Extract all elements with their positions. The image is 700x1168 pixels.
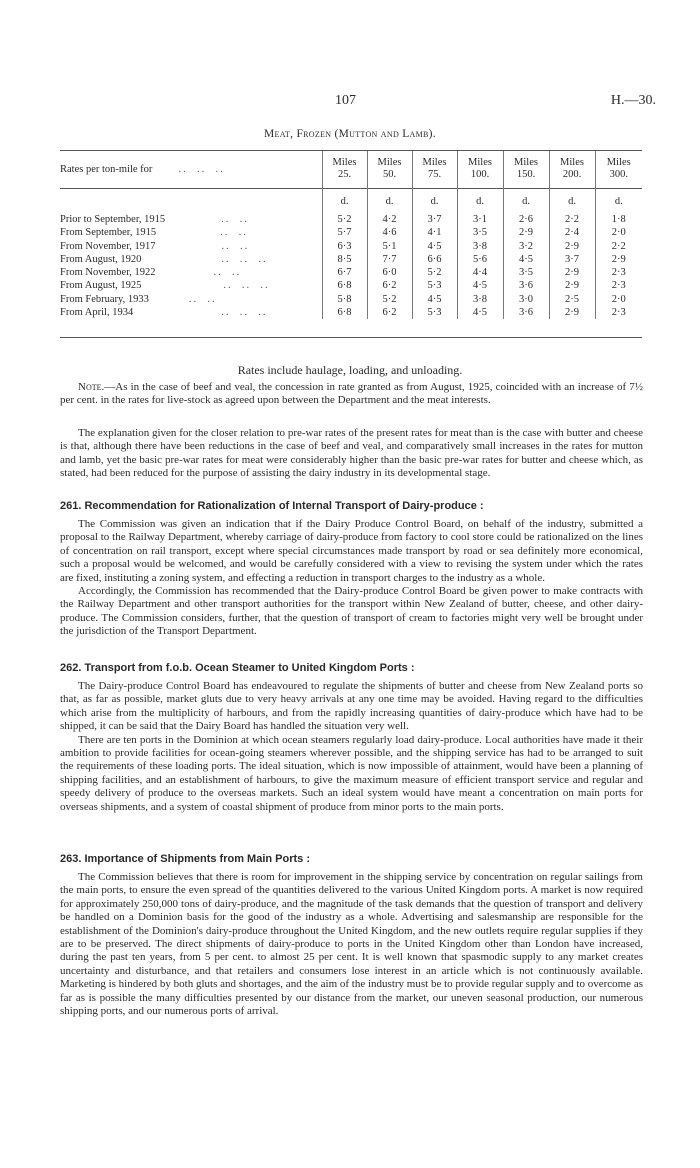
leader-dots: .. .. ..: [221, 307, 268, 319]
section-heading-261: 261. Recommendation for Rationalization of Internal Transport of Dairy-produce :: [60, 500, 484, 512]
table-title: Meat, Frozen (Mutton and Lamb).: [264, 128, 436, 140]
leader-dots: .. ..: [220, 227, 248, 239]
rate-cell: 4·5: [503, 253, 549, 266]
rate-cell: 2·5: [549, 293, 595, 306]
rate-cell: 2·9: [549, 279, 595, 292]
rate-cell: 8·5: [322, 253, 367, 266]
table-row: [60, 293, 642, 306]
rate-cell: 3·8: [457, 293, 503, 306]
section-body-261: [60, 518, 643, 639]
document-reference: H.—30.: [610, 93, 656, 108]
rate-cell: 4·4: [457, 266, 503, 279]
row-label: From September, 1915 .. ..: [60, 227, 248, 239]
rate-cell: 4·2: [367, 213, 412, 226]
leader-dots: .. ..: [213, 267, 242, 279]
rate-cell: 5·7: [322, 226, 367, 239]
unit-label: d.: [457, 187, 503, 207]
column-header: Miles 25.: [322, 151, 367, 187]
rate-cell: 4·5: [412, 293, 457, 306]
rate-cell: 6·0: [367, 266, 412, 279]
rate-cell: 3·5: [503, 266, 549, 279]
row-label-header: Rates per ton-mile for .. .. ..: [60, 163, 225, 175]
rate-cell: 6·7: [322, 266, 367, 279]
rate-cell: 6·8: [322, 279, 367, 292]
table-row: [60, 226, 642, 239]
rate-cell: 4·1: [412, 226, 457, 239]
table-row: [60, 253, 642, 266]
rate-cell: 4·5: [412, 240, 457, 253]
rate-cell: 4·5: [457, 306, 503, 319]
rate-cell: 5·1: [367, 240, 412, 253]
table-column-header-row: [60, 151, 642, 187]
unit-label: d.: [595, 187, 642, 207]
unit-label: d.: [549, 187, 595, 207]
column-header: Miles 200.: [549, 151, 595, 187]
leader-dots: .. ..: [221, 214, 249, 225]
row-label: From August, 1920 .. .. ..: [60, 253, 268, 265]
column-header: Miles 150.: [503, 151, 549, 187]
rate-cell: 2·0: [595, 293, 642, 306]
unit-label: d.: [367, 187, 412, 207]
paragraph: The Commission was given an indication that if the Dairy Produce Control Board, on behalf of the industry, submitted a proposal to the Railway Department, whereby carriage of dairy-produce from factory to cool store could be rationalized on the lines of concentration on rail transport, except where special circumstances made transport by road or sea definitely more economical, such a proposal would be welcomed, and would be carefully considered with a view to revising the system under which the rates are fixed, instituting a zoning system, and effecting a reduction in transport charges to the industry as a whole.: [60, 518, 643, 584]
rate-cell: 2·3: [595, 266, 642, 279]
rate-cell: 2·6: [503, 213, 549, 226]
rate-cell: 3·0: [503, 293, 549, 306]
explanation-paragraph: The explanation given for the closer relation to pre-war rates of the present rates for meat than is the case with butter and cheese is that, although there have been reductions in the case of beef and veal, and comparatively small increases in the rates for mutton and lamb, yet the basic pre-war rates for meat were considerably higher than the basic pre-war rates for butter and cheese which, as stated, had been reduced for the purpose of assisting the dairy industry in its developmental stage.: [60, 427, 643, 480]
rate-cell: 2·9: [549, 240, 595, 253]
rate-cell: 2·3: [595, 279, 642, 292]
rate-cell: 6·2: [367, 306, 412, 319]
rate-cell: 3·7: [549, 253, 595, 266]
leader-dots: .. .. ..: [223, 280, 270, 292]
column-header: Miles 300.: [595, 151, 642, 187]
rate-cell: 5·2: [322, 213, 367, 226]
paragraph: The Dairy-produce Control Board has endeavoured to regulate the shipments of butter and cheese from New Zealand ports so that, as far as possible, market gluts due to very heavy arrivals at any one time may be avoided. Having regard to the difficulties which arise from the multiplicity of harbours, and from the rapidly increasing quantities of dairy-produce which have had to be shipped, it can be said that the Dairy Board has handled the situation very well.: [60, 680, 643, 733]
table-caption: Rates include haulage, loading, and unloading.: [237, 363, 463, 377]
rate-cell: 3·6: [503, 306, 549, 319]
row-label: From February, 1933 .. ..: [60, 293, 217, 305]
row-label: From April, 1934 .. .. ..: [60, 307, 268, 319]
section-heading-263: 263. Importance of Shipments from Main Ports :: [60, 853, 310, 865]
rate-cell: 2·4: [549, 226, 595, 239]
table-row: [60, 213, 642, 226]
row-label: Prior to September, 1915 .. ..: [60, 214, 249, 225]
leader-dots: .. ..: [221, 240, 250, 252]
rate-cell: 3·2: [503, 240, 549, 253]
leader-dots: .. .. ..: [221, 253, 268, 265]
section-heading-262: 262. Transport from f.o.b. Ocean Steamer to United Kingdom Ports :: [60, 662, 415, 674]
rate-cell: 2·9: [503, 226, 549, 239]
table-row: [60, 240, 642, 253]
table-row: [60, 306, 642, 319]
paragraph: There are ten ports in the Dominion at which ocean steamers regularly load dairy-produce. Local authorities have made it their ambition to provide facilities for ocean-going steamers wherever possible, and the shipping service has had to be arranged to suit the requirements of these loading ports. The ideal situation, which is now impossible of attainment, would have been a planning of shipping facilities, and an establishment of harbours, to give the maximum measure of efficient transport service and regular and speedy delivery of produce to the overseas markets. Such an ideal system would have meant a concentration on main ports for overseas shipments, and a system of coastal shipment of produce from minor ports to the main ports.: [60, 733, 643, 813]
note-lead: Note.: [78, 381, 105, 393]
table-row: [60, 266, 642, 279]
rate-cell: 7·7: [367, 253, 412, 266]
paragraph: The Commission believes that there is room for improvement in the shipping service by concentration on regular sailings from the main ports, to ensure the even spread of the quantities delivered to the various United Kingdom ports. A market is now required for approximately 250,000 tons of dairy-produce, and the magnitude of the task demands that the question of transport and delivery be handled on a Dominion basis for the good of the industry as a whole. Advertising and salesmanship are responsible for the establishment of the Dominion's dairy-produce throughout the United Kingdom, and the new outlets require regular supplies if they are to be preserved. The direct shipments of dairy-produce to ports in the United Kingdom other than London have increased, during the past ten years, from 5 per cent. to almost 25 per cent. It is well known that spasmodic supply to any market creates uncertainty and disturbance, and that retailers and consumers lose interest in an article which is not continuously available. Marketing is hindered by both gluts and shortages, and the aim of the industry must be to provide regular supply and to overcome as far as is possible the many difficulties presented by our distance from the market, our uneven seasonal production, our numerous shipping ports, and our numerous ports of arrival.: [60, 871, 643, 1018]
rate-cell: 3·6: [503, 279, 549, 292]
rate-cell: 3·7: [412, 213, 457, 226]
unit-label: d.: [503, 187, 549, 207]
column-header: Miles 100.: [457, 151, 503, 187]
row-label: From November, 1922 .. ..: [60, 267, 242, 279]
rate-cell: 2·9: [595, 253, 642, 266]
rate-cell: 3·5: [457, 226, 503, 239]
rate-cell: 6·6: [412, 253, 457, 266]
rate-cell: 6·8: [322, 306, 367, 319]
paragraph: Accordingly, the Commission has recommended that the Dairy-produce Control Board be given power to make contracts with the Railway Department and other transport authorities for the transport within New Zealand of butter, cheese, and other dairy-produce. The Commission considers, further, that the question of transport of cream to factories might very well be brought under the jurisdiction of the Transport Department.: [60, 585, 643, 638]
row-label: From November, 1917 .. ..: [60, 240, 250, 252]
note-text: —As in the case of beef and veal, the concession in rate granted as from August, 1925, coincided with an increase of 7½ per cent. in the rates for live-stock as agreed upon between the Department and the meat interests.: [60, 381, 643, 407]
note-paragraph: [60, 381, 643, 408]
rate-cell: 3·8: [457, 240, 503, 253]
rate-cell: 4·5: [457, 279, 503, 292]
rate-cell: 5·2: [367, 293, 412, 306]
rate-cell: 6·2: [367, 279, 412, 292]
rate-cell: 5·6: [457, 253, 503, 266]
rate-cell: 4·6: [367, 226, 412, 239]
rate-cell: 2·2: [595, 240, 642, 253]
rate-cell: 2·2: [549, 213, 595, 226]
rate-cell: 6·3: [322, 240, 367, 253]
column-header: Miles 50.: [367, 151, 412, 187]
unit-label: d.: [412, 187, 457, 207]
page-header: [0, 93, 700, 113]
column-header: Miles 75.: [412, 151, 457, 187]
rates-table: [60, 151, 642, 319]
section-body-262: [60, 680, 643, 814]
row-label: From August, 1925 .. .. ..: [60, 280, 270, 292]
rate-cell: 2·3: [595, 306, 642, 319]
rate-cell: 5·3: [412, 279, 457, 292]
leader-dots: .. ..: [188, 293, 217, 305]
table-body: [60, 207, 642, 319]
page-number: 107: [335, 93, 356, 108]
rate-cell: 3·1: [457, 213, 503, 226]
rate-cell: 1·8: [595, 213, 642, 226]
table-row: [60, 279, 642, 292]
rate-cell: 5·8: [322, 293, 367, 306]
table-bottom-rule: [60, 337, 642, 338]
rate-cell: 5·3: [412, 306, 457, 319]
section-body-263: [60, 871, 643, 1018]
rate-cell: 5·2: [412, 266, 457, 279]
table-unit-row: [60, 187, 642, 207]
rate-cell: 2·9: [549, 306, 595, 319]
rate-cell: 2·0: [595, 226, 642, 239]
rate-cell: 2·9: [549, 266, 595, 279]
unit-label: d.: [322, 187, 367, 207]
